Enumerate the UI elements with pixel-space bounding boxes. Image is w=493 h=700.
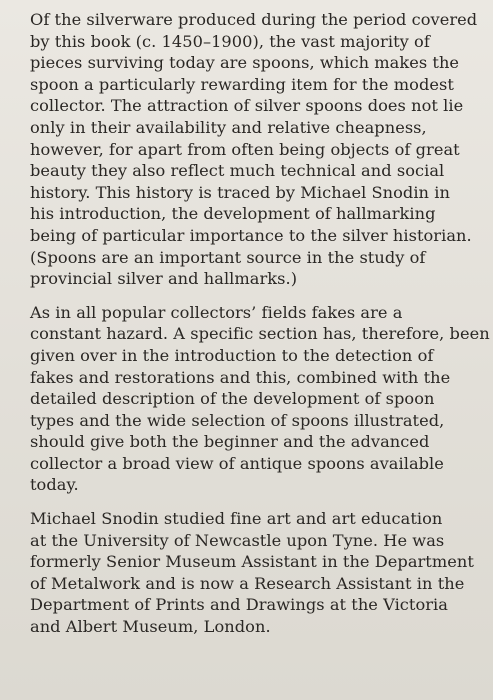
text-line: formerly Senior Museum Assistant in the Department [30,552,474,572]
paragraph-fakes-hazard [30,302,490,496]
text-line: spoon a particularly rewarding item for the modest [30,74,454,94]
text-line: given over in the introduction to the detection of [30,345,434,365]
text-line: collector a broad view of antique spoons available [30,453,444,473]
text-line: at the University of Newcastle upon Tyne. He was [30,530,445,550]
text-line: fakes and restorations and this, combined with the [30,367,451,387]
text-line: should give both the beginner and the advanced [30,432,430,452]
text-line: beauty they also reflect much technical and social [30,161,445,181]
text-line: detailed description of the development of spoon [30,389,435,409]
text-line: Of the silverware produced during the period covered [30,10,478,29]
text-line: Department of Prints and Drawings at the Victoria [30,595,448,615]
text-line: pieces surviving today are spoons, which makes the [30,53,460,73]
text-line: today. [30,475,79,495]
text-line: provincial silver and hallmarks.) [30,269,298,289]
text-line: his introduction, the development of hallmarking [30,204,436,224]
text-line: Michael Snodin studied fine art and art education [30,509,443,529]
text-line: of Metalwork and is now a Research Assistant in the [30,573,465,593]
text-line: however, for apart from often being objects of great [30,139,460,159]
paragraph-silverware-spoons [30,9,483,290]
text-line: history. This history is traced by Michael Snodin in [30,182,450,202]
text-line: only in their availability and relative cheapness, [30,117,427,137]
text-line: being of particular importance to the silver historian. [30,225,472,245]
text-line: by this book (c. 1450–1900), the vast majority of [30,31,430,51]
text-line: types and the wide selection of spoons illustrated, [30,410,445,430]
text-line: (Spoons are an important source in the study of [30,247,426,267]
paragraph-author-bio [30,508,483,638]
text-line: As in all popular collectors’ fields fakes are a [30,302,403,322]
text-line: and Albert Museum, London. [30,617,271,637]
text-line: constant hazard. A specific section has, therefore, been [30,324,490,344]
text-line: collector. The attraction of silver spoons does not lie [30,96,464,116]
